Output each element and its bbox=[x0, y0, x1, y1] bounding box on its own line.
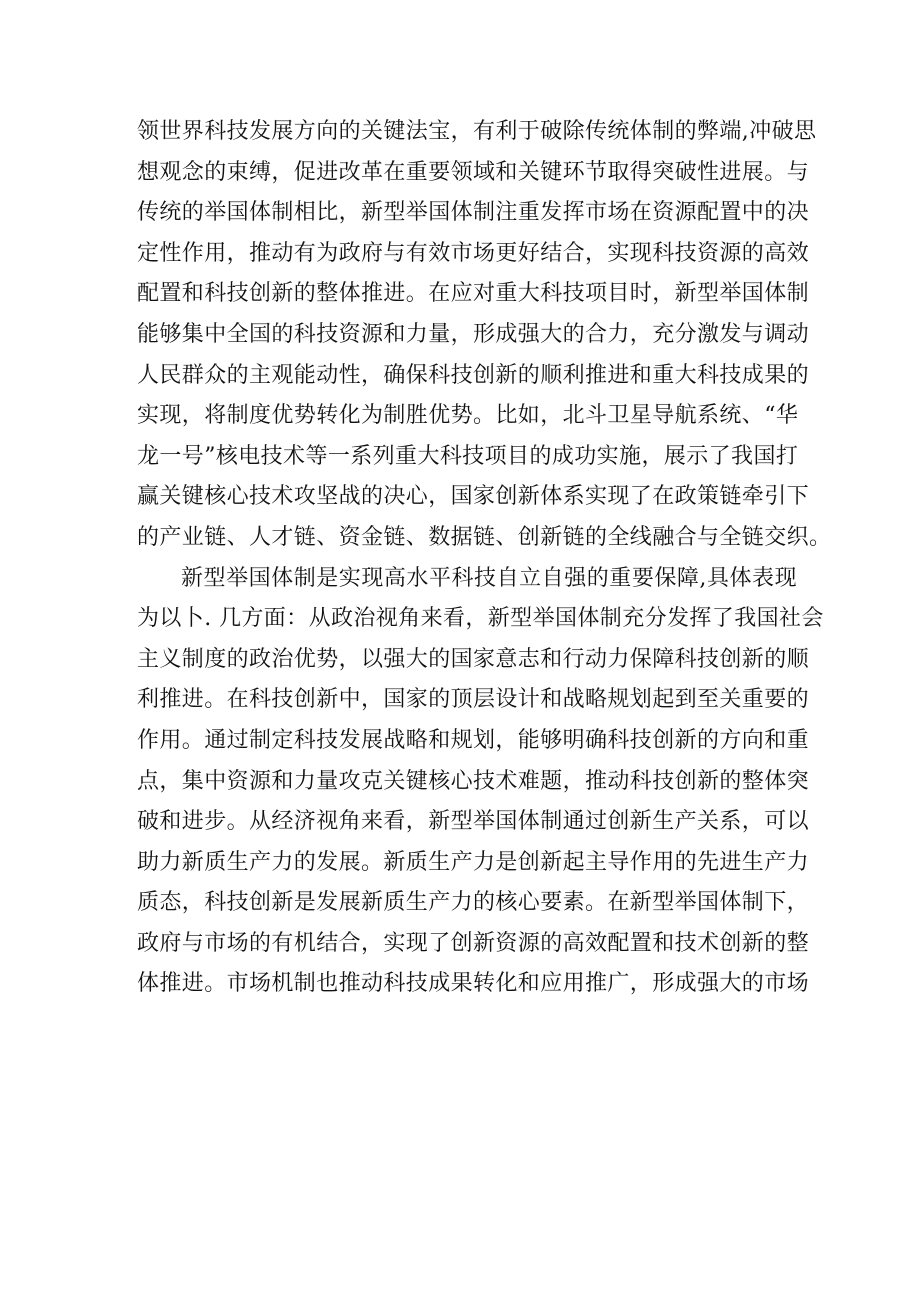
paragraph-2-line: 政府与市场的有机结合，实现了创新资源的高效配置和技术创新的整 bbox=[137, 930, 810, 956]
paragraph-2 bbox=[137, 559, 824, 1006]
paragraph-2-line: 助力新质生产力的发展。新质生产力是创新起主导作用的先进生产力 bbox=[137, 849, 810, 875]
paragraph-2-line: 质态，科技创新是发展新质生产力的核心要素。在新型举国体制下， bbox=[137, 890, 810, 916]
paragraph-2-line: 体推进。市场机制也推动科技成果转化和应用推广，形成强大的市场 bbox=[137, 971, 810, 997]
document-body bbox=[137, 112, 832, 1005]
paragraph-1-line: 定性作用，推动有为政府与有效市场更好结合，实现科技资源的高效 bbox=[137, 240, 810, 266]
paragraph-1-line: 配置和科技创新的整体推进。在应对重大科技项目时，新型举国体制 bbox=[137, 281, 810, 307]
paragraph-1-line: 实现，将制度优势转化为制胜优势。比如，北斗卫星导航系统、“华 bbox=[137, 403, 799, 429]
paragraph-1-line: 领世界科技发展方向的关键法宝，有利于破除传统体制的弊端,冲破思 bbox=[137, 119, 817, 144]
paragraph-1-line: 人民群众的主观能动性，确保科技创新的顺利推进和重大科技成果的 bbox=[137, 362, 810, 388]
paragraph-1-line: 想观念的束缚，促进改革在重要领域和关键环节取得突破性进展。与 bbox=[137, 159, 810, 185]
paragraph-1 bbox=[137, 112, 832, 559]
paragraph-1-line: 传统的举国体制相比，新型举国体制注重发挥市场在资源配置中的决 bbox=[137, 200, 810, 226]
paragraph-1-line: 的产业链、人才链、资金链、数据链、创新链的全线融合与全链交织。 bbox=[137, 524, 832, 550]
paragraph-2-line: 点，集中资源和力量攻克关键核心技术难题，推动科技创新的整体突 bbox=[137, 768, 810, 794]
paragraph-2-line: 新型举国体制是实现高水平科技自立自强的重要保障,具体表现 bbox=[181, 565, 797, 591]
paragraph-2-line: 主义制度的政治优势，以强大的国家意志和行动力保障科技创新的顺 bbox=[137, 646, 810, 672]
paragraph-1-line: 龙一号”核电技术等一系列重大科技项目的成功实施，展示了我国打 bbox=[137, 443, 799, 469]
paragraph-2-line: 破和进步。从经济视角来看，新型举国体制通过创新生产关系，可以 bbox=[137, 809, 810, 835]
paragraph-1-line: 能够集中全国的科技资源和力量，形成强大的合力，充分激发与调动 bbox=[137, 321, 810, 347]
paragraph-2-line: 作用。通过制定科技发展战略和规划，能够明确科技创新的方向和重 bbox=[137, 727, 810, 753]
paragraph-2-line: 利推进。在科技创新中，国家的顶层设计和战略规划起到至关重要的 bbox=[137, 687, 810, 713]
paragraph-2-line: 为以卜. 几方面：从政治视角来看，新型举国体制充分发挥了我国社会 bbox=[137, 606, 824, 632]
paragraph-1-line: 赢关键核心技术攻坚战的决心，国家创新体系实现了在政策链牵引下 bbox=[137, 484, 810, 510]
